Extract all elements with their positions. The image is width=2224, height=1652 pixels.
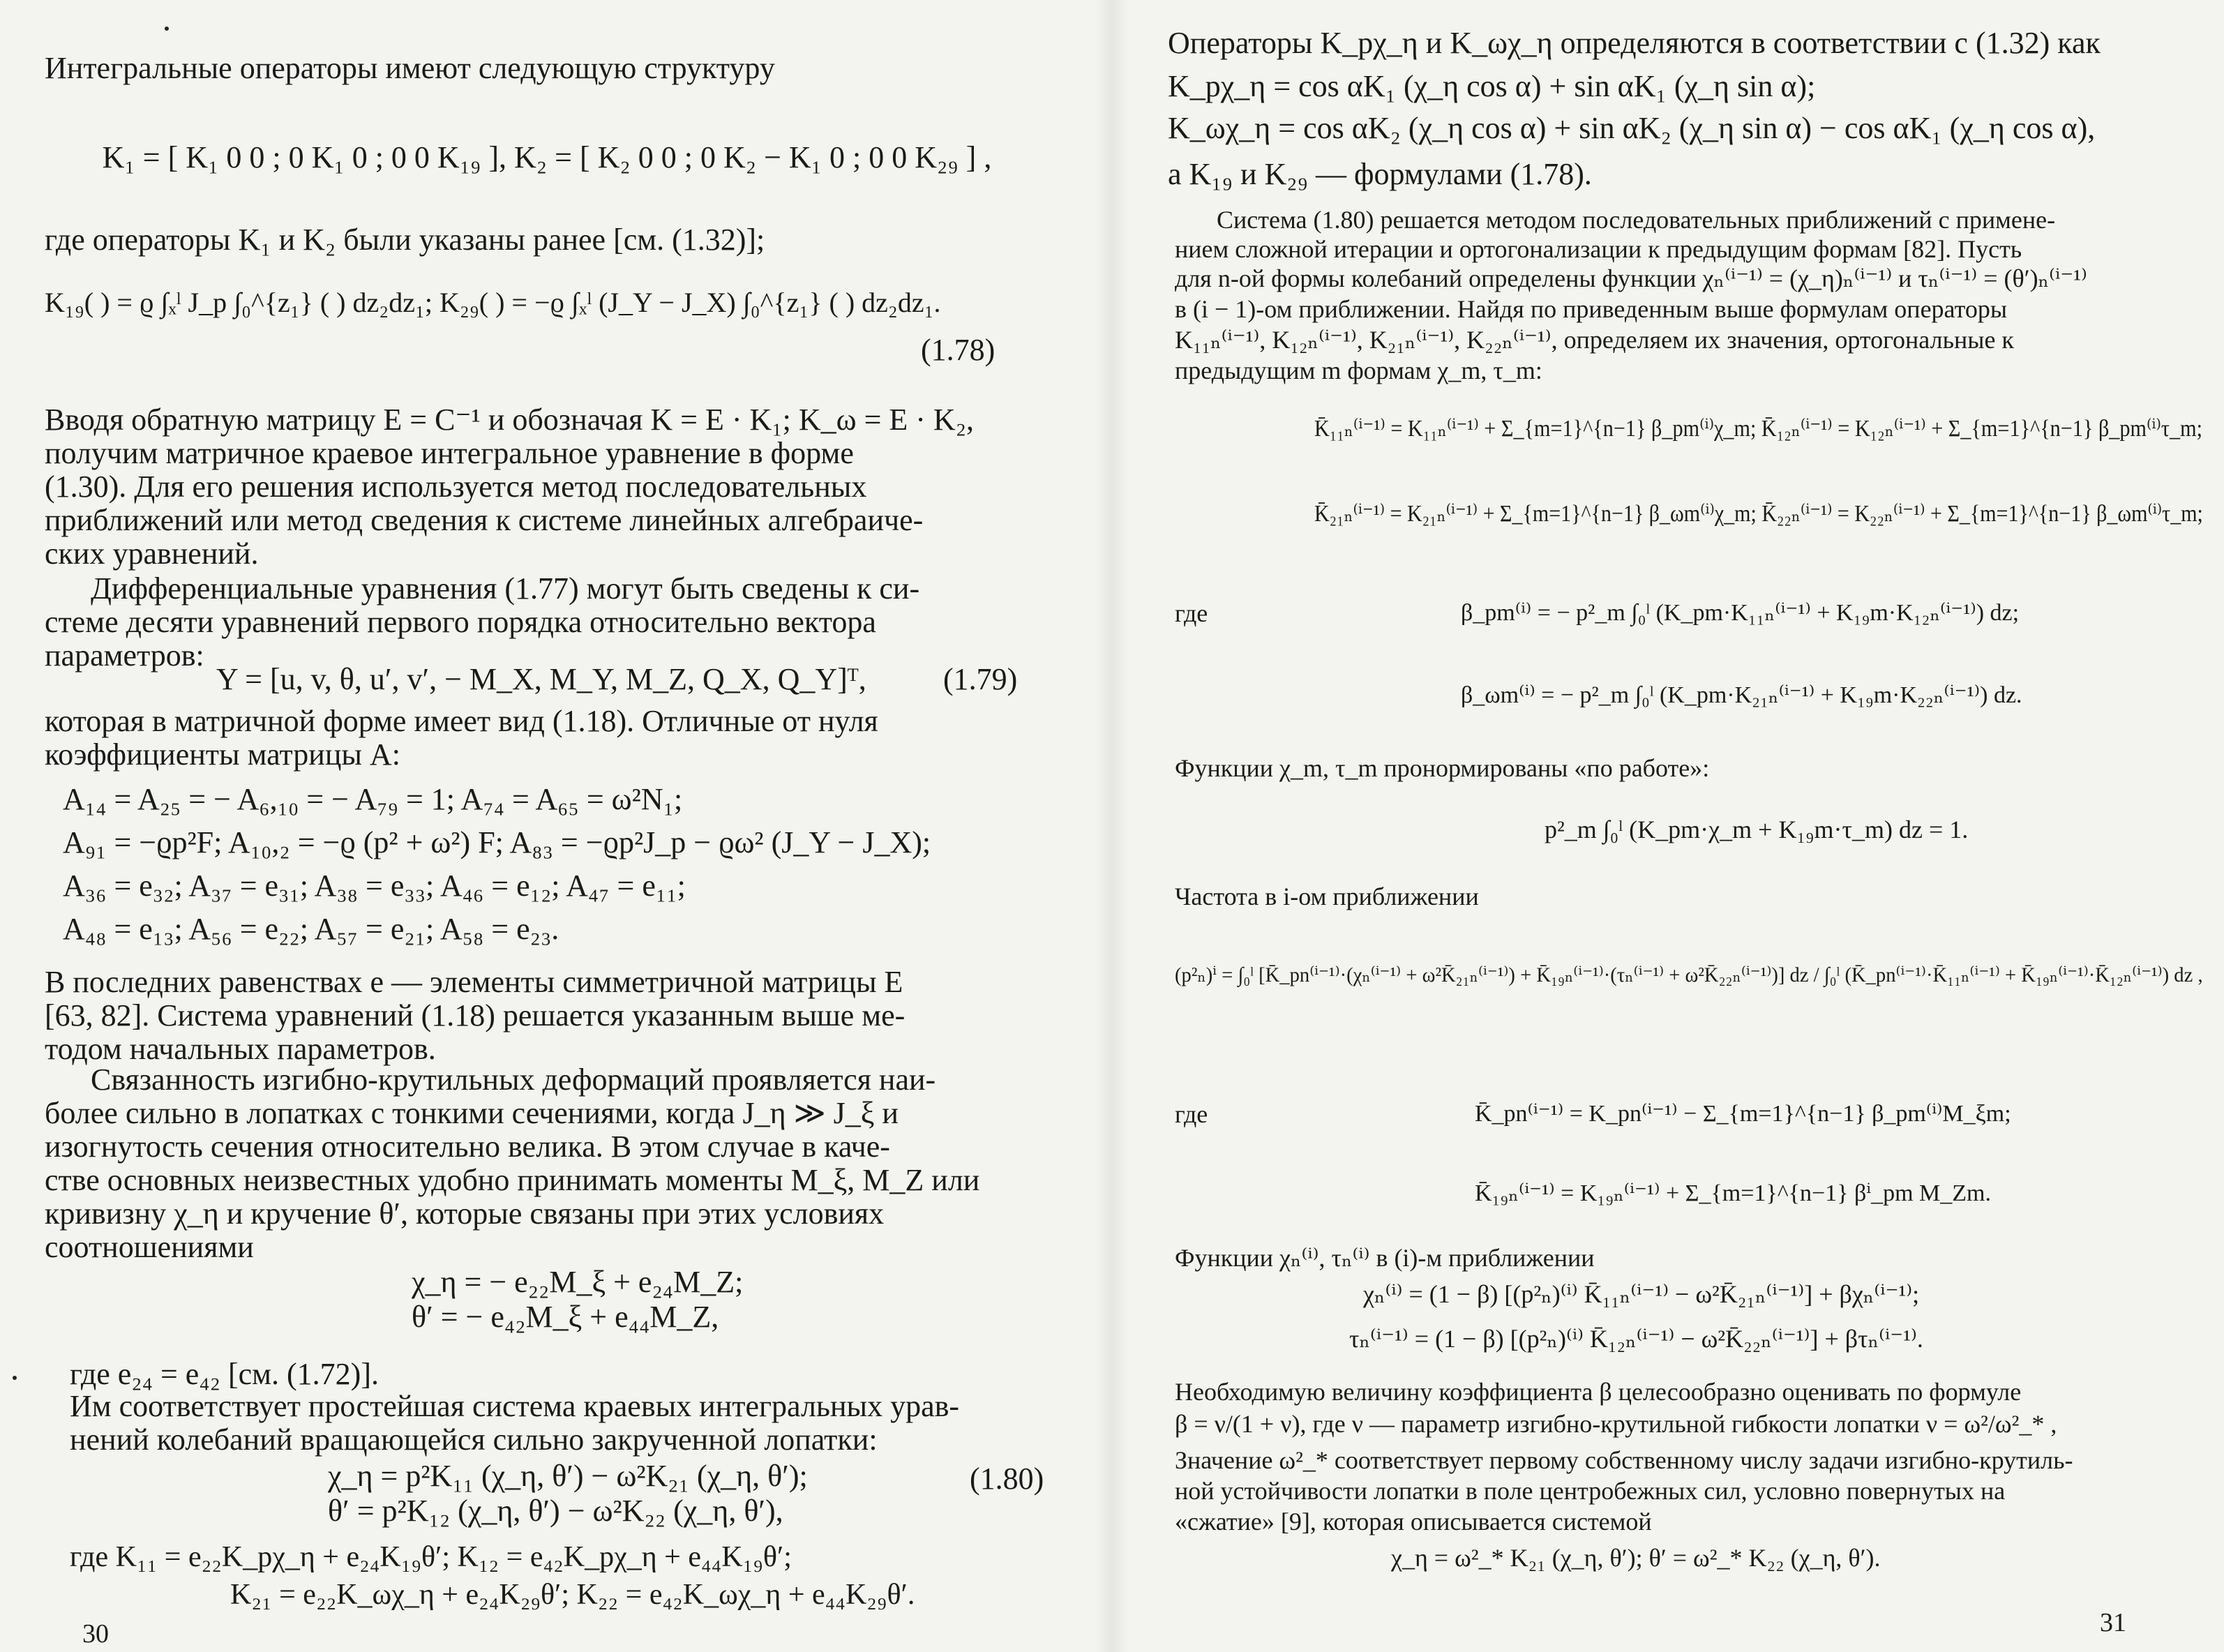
text-line: Функции χ_m, τ_m пронормированы «по работе»:	[1175, 754, 1710, 782]
equation-line: θ′ = p²K₁₂ (χ_η, θ′) − ω²K₂₂ (χ_η, θ′),	[328, 1494, 783, 1528]
equation-line: A₄₈ = e₁₃; A₅₆ = e₂₂; A₅₇ = e₂₁; A₅₈ = e₂₃.	[63, 912, 559, 946]
vector-equation: Y = [u, v, θ, u′, v′, − M_X, M_Y, M_Z, Q_X, Q_Y]ᵀ,	[216, 662, 866, 696]
text-line: стеме десяти уравнений первого порядка относительно вектора	[45, 605, 876, 639]
text-line: Частота в i-ом приближении	[1175, 883, 1479, 910]
text-line: которая в матричной форме имеет вид (1.18). Отличные от нуля	[45, 704, 878, 738]
text-line: тодом начальных параметров.	[45, 1032, 436, 1066]
text-line: Необходимую величину коэффициента β целесообразно оценивать по формуле	[1175, 1378, 2022, 1406]
text-line: для n-ой формы колебаний определены функции χₙ⁽ⁱ⁻¹⁾ = (χ_η)ₙ⁽ⁱ⁻¹⁾ и τₙ⁽ⁱ⁻¹⁾ = (θ′)ₙ⁽ⁱ⁻¹⁾	[1175, 264, 2087, 292]
equation-line: K̄₂₁ₙ⁽ⁱ⁻¹⁾ = K₂₁ₙ⁽ⁱ⁻¹⁾ + Σ_{m=1}^{n−1} β_ωm⁽ⁱ⁾χ_m; K̄₂₂ₙ⁽ⁱ⁻¹⁾ = K₂₂ₙ⁽ⁱ⁻¹⁾ + Σ_{m=1}^{n−1} β_ωm⁽ⁱ⁾τ_m;	[1314, 501, 2203, 527]
equation-line: β_ωm⁽ⁱ⁾ = − p²_m ∫₀ˡ (K_pm·K₂₁ₙ⁽ⁱ⁻¹⁾ + K₁₉m·K₂₂ₙ⁽ⁱ⁻¹⁾) dz.	[1461, 682, 2022, 708]
text-line: Значение ω²_* соответствует первому собственному числу задачи изгибно-крутиль-	[1175, 1446, 2073, 1474]
equation-line: A₃₆ = e₃₂; A₃₇ = e₃₁; A₃₈ = e₃₃; A₄₆ = e₁₂; A₄₇ = e₁₁;	[63, 869, 686, 903]
text-line: приближений или метод сведения к системе линейных алгебраиче-	[45, 503, 924, 537]
margin-mark	[13, 1376, 17, 1380]
page-number: 30	[82, 1619, 109, 1649]
text-line: в (i − 1)-ом приближении. Найдя по приведенным выше формулам операторы	[1175, 295, 2008, 323]
text-line: ной устойчивости лопатки в поле центробежных сил, условно повернутых на	[1175, 1477, 2006, 1505]
text-line: Операторы K_pχ_η и K_ωχ_η определяются в соответствии с (1.32) как	[1168, 26, 2101, 60]
text-line: более сильно в лопатках с тонкими сечениями, когда J_η ≫ J_ξ и	[45, 1096, 899, 1130]
integral-equation: K₁₉( ) = ϱ ∫ₓˡ J_p ∫₀^{z₁} ( ) dz₂dz₁; K₂₉( ) = −ϱ ∫ₓˡ (J_Y − J_X) ∫₀^{z₁} ( ) dz₂dz₁.	[45, 287, 941, 318]
text-line: Вводя обратную матрицу E = C⁻¹ и обозначая K = E · K₁; K_ω = E · K₂,	[45, 403, 975, 437]
equation-line: χ_η = p²K₁₁ (χ_η, θ′) − ω²K₂₁ (χ_η, θ′);	[328, 1459, 808, 1493]
text-line: Система (1.80) решается методом последовательных приближений с примене-	[1217, 206, 2056, 234]
text-line: стве основных неизвестных удобно принимать моменты M_ξ, M_Z или	[45, 1163, 980, 1197]
page-number: 31	[2100, 1608, 2126, 1637]
equation-line: A₉₁ = −ϱp²F; A₁₀,₂ = −ϱ (p² + ω²) F; A₈₃ = −ϱp²J_p − ϱω² (J_Y − J_X);	[63, 825, 931, 859]
equation-line: K̄₁₉ₙ⁽ⁱ⁻¹⁾ = K₁₉ₙ⁽ⁱ⁻¹⁾ + Σ_{m=1}^{n−1} βⁱ_pm M_Zm.	[1475, 1180, 1991, 1206]
text-line: где	[1175, 599, 1208, 627]
equation-line: K_ωχ_η = cos αK₂ (χ_η cos α) + sin αK₂ (χ_η sin α) − cos αK₁ (χ_η cos α),	[1168, 111, 2096, 145]
text-line: β = ν/(1 + ν), где ν — параметр изгибно-крутильной гибкости лопатки ν = ω²/ω²_* ,	[1175, 1410, 2057, 1438]
text-line: предыдущим m формам χ_m, τ_m:	[1175, 356, 1542, 384]
equation-line: K̄₁₁ₙ⁽ⁱ⁻¹⁾ = K₁₁ₙ⁽ⁱ⁻¹⁾ + Σ_{m=1}^{n−1} β_pm⁽ⁱ⁾χ_m; K̄₁₂ₙ⁽ⁱ⁻¹⁾ = K₁₂ₙ⁽ⁱ⁻¹⁾ + Σ_{m=1}^{n−1} β_pm⁽ⁱ⁾τ_m;	[1314, 416, 2202, 442]
text-line: изогнутость сечения относительно велика. В этом случае в каче-	[45, 1129, 890, 1164]
equation-number: (1.80)	[970, 1462, 1044, 1496]
equation-line: K_pχ_η = cos αK₁ (χ_η cos α) + sin αK₁ (χ_η sin α);	[1168, 69, 1816, 103]
equation-line: τₙ⁽ⁱ⁻¹⁾ = (1 − β) [(p²ₙ)⁽ⁱ⁾ K̄₁₂ₙ⁽ⁱ⁻¹⁾ − ω²K̄₂₂ₙ⁽ⁱ⁻¹⁾] + βτₙ⁽ⁱ⁻¹⁾.	[1349, 1325, 1923, 1353]
text-line: Связанность изгибно-крутильных деформаций проявляется наи-	[91, 1062, 936, 1097]
text-line: где	[1175, 1100, 1208, 1128]
equation-line: K₂₁ = e₂₂K_ωχ_η + e₂₄K₂₉θ′; K₂₂ = e₄₂K_ωχ_η + e₄₄K₂₉θ′.	[230, 1579, 915, 1611]
text-line: где операторы K₁ и K₂ были указаны ранее [см. (1.32)];	[45, 223, 765, 257]
text-line: соотношениями	[45, 1230, 254, 1264]
equation-line: θ′ = − e₄₂M_ξ + e₄₄M_Z,	[412, 1300, 719, 1334]
text-line: (1.30). Для его решения используется метод последовательных	[45, 470, 867, 504]
equation-number: (1.78)	[921, 333, 995, 367]
text-line: кривизну χ_η и кручение θ′, которые связаны при этих условиях	[45, 1196, 885, 1231]
text-line: коэффициенты матрицы A:	[45, 737, 400, 772]
text-line: В последних равенствах e — элементы симметричной матрицы E	[45, 965, 903, 999]
text-line: «сжатие» [9], которая описывается системой	[1175, 1508, 1652, 1535]
equation-number: (1.79)	[943, 662, 1018, 696]
equation-line: K̄_pn⁽ⁱ⁻¹⁾ = K_pn⁽ⁱ⁻¹⁾ − Σ_{m=1}^{n−1} β_pm⁽ⁱ⁾M_ξm;	[1475, 1101, 2011, 1127]
text-line: параметров:	[45, 638, 204, 673]
equation-line: где K₁₁ = e₂₂K_pχ_η + e₂₄K₁₉θ′; K₁₂ = e₄₂K_pχ_η + e₄₄K₁₉θ′;	[70, 1541, 792, 1573]
text-line: где e₂₄ = e₄₂ [см. (1.72)].	[70, 1357, 379, 1391]
text-line: K₁₁ₙ⁽ⁱ⁻¹⁾, K₁₂ₙ⁽ⁱ⁻¹⁾, K₂₁ₙ⁽ⁱ⁻¹⁾, K₂₂ₙ⁽ⁱ⁻¹⁾, определяем их значения, ортогональные к	[1175, 326, 2014, 354]
text-line: нием сложной итерации и ортогонализации к предыдущим формам [82]. Пусть	[1175, 235, 2022, 263]
text-line: Функции χₙ⁽ⁱ⁾, τₙ⁽ⁱ⁾ в (i)-м приближении	[1175, 1244, 1595, 1272]
text-line: ских уравнений.	[45, 536, 259, 571]
text-line: Дифференциальные уравнения (1.77) могут быть сведены к си-	[91, 571, 920, 606]
print-speck	[165, 27, 169, 31]
text-line: получим матричное краевое интегральное уравнение в форме	[45, 436, 854, 470]
text-line: [63, 82]. Система уравнений (1.18) решается указанным выше ме-	[45, 998, 906, 1032]
matrix-equation: K₁ = [ K₁ 0 0 ; 0 K₁ 0 ; 0 0 K₁₉ ], K₂ = [ K₂ 0 0 ; 0 K₂ − K₁ 0 ; 0 0 K₂₉ ] ,	[102, 140, 992, 174]
equation-line: χₙ⁽ⁱ⁾ = (1 − β) [(p²ₙ)⁽ⁱ⁾ K̄₁₁ₙ⁽ⁱ⁻¹⁾ − ω²K̄₂₁ₙ⁽ⁱ⁻¹⁾] + βχₙ⁽ⁱ⁻¹⁾;	[1363, 1280, 1920, 1308]
equation-line: A₁₄ = A₂₅ = − A₆,₁₀ = − A₇₉ = 1; A₇₄ = A₆₅ = ω²N₁;	[63, 782, 683, 816]
text-line: а K₁₉ и K₂₉ — формулами (1.78).	[1168, 157, 1592, 191]
equation-line: χ_η = − e₂₂M_ξ + e₂₄M_Z;	[412, 1265, 744, 1299]
equation-line: χ_η = ω²_* K₂₁ (χ_η, θ′); θ′ = ω²_* K₂₂ (χ_η, θ′).	[1391, 1544, 1881, 1572]
text-line: Им соответствует простейшая система краевых интегральных урав-	[70, 1389, 960, 1423]
page-right	[1112, 0, 2224, 1652]
equation-line: p²_m ∫₀ˡ (K_pm·χ_m + K₁₉m·τ_m) dz = 1.	[1545, 816, 1969, 843]
equation-line: β_pm⁽ⁱ⁾ = − p²_m ∫₀ˡ (K_pm·K₁₁ₙ⁽ⁱ⁻¹⁾ + K₁₉m·K₁₂ₙ⁽ⁱ⁻¹⁾) dz;	[1461, 600, 2020, 626]
text-line: Интегральные операторы имеют следующую структуру	[45, 51, 775, 85]
fraction-equation: (p²ₙ)ⁱ = ∫₀ˡ [K̄_pn⁽ⁱ⁻¹⁾·(χₙ⁽ⁱ⁻¹⁾ + ω²K̄₂₁ₙ⁽ⁱ⁻¹⁾) + K̄₁₉ₙ⁽ⁱ⁻¹⁾·(τₙ⁽ⁱ⁻¹⁾ + ω²K̄₂₂ₙ⁽ⁱ⁻¹⁾)] dz / ∫₀ˡ (K̄_pn⁽ⁱ⁻¹⁾·K̄₁₁ₙ⁽ⁱ⁻¹⁾ + K̄₁₉ₙ⁽ⁱ⁻¹⁾·K̄₁₂ₙ⁽ⁱ⁻¹⁾) dz ,	[1175, 963, 2203, 986]
text-line: нений колебаний вращающейся сильно закрученной лопатки:	[70, 1422, 878, 1457]
